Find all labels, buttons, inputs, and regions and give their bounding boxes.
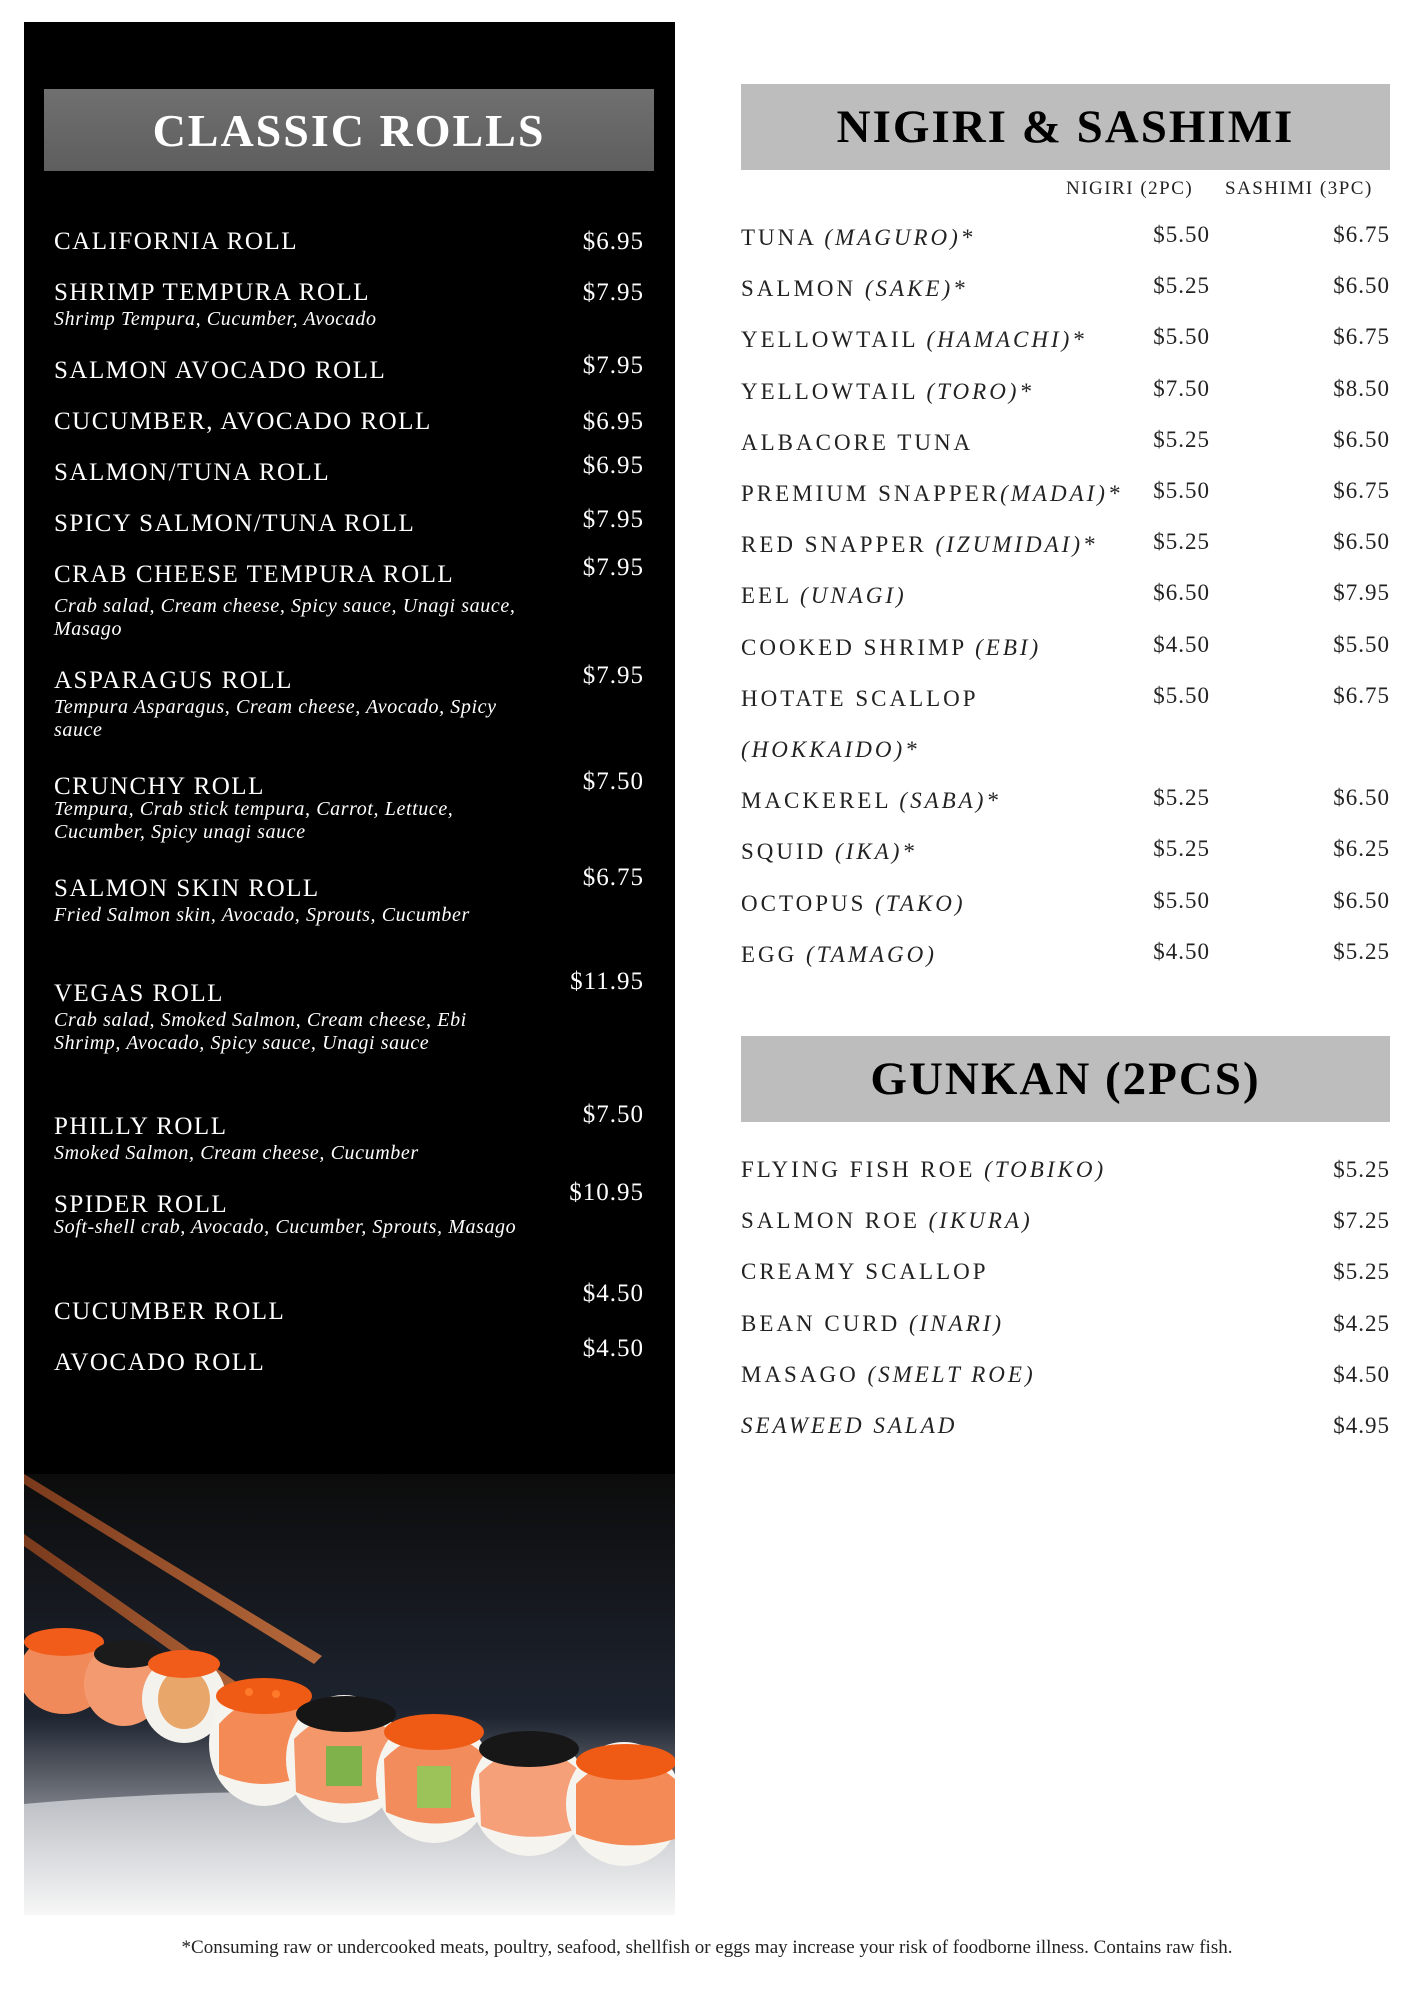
list-item [54,662,644,742]
sashimi-price: $5.25 [1333,938,1390,964]
classic-rolls-title: CLASSIC ROLLS [44,89,654,171]
nigiri-sashimi-title: NIGIRI & SASHIMI [741,84,1390,170]
nigiri-price: $5.50 [1153,887,1210,913]
list-item [741,1208,1390,1248]
item-japanese-name: (HOKKAIDO)* [741,737,920,762]
item-name: CRAB CHEESE TEMPURA ROLL [54,561,455,588]
item-japanese-name: (MAGURO)* [824,225,976,250]
list-item [741,1259,1390,1299]
sashimi-price: $5.50 [1333,631,1390,657]
list-item [741,682,1390,726]
item-name: TUNA (MAGURO)* [741,225,976,250]
item-name: YELLOWTAIL (HAMACHI)* [741,327,1087,353]
item-japanese-name: (TAKO) [875,890,966,916]
item-name: OCTOPUS (TAKO) [741,890,966,916]
item-name: SPIDER ROLL [54,1191,229,1218]
item-price: $7.95 [582,506,644,533]
item-name: SALMON ROE (IKURA) [741,1208,1033,1234]
item-description: Soft-shell crab, Avocado, Cucumber, Sprouts, Masago [54,1216,517,1238]
item-price: $7.50 [582,1101,644,1128]
sashimi-price: $6.50 [1333,887,1390,913]
item-name: CUCUMBER, AVOCADO ROLL [54,408,432,435]
item-japanese-name: (TOBIKO) [984,1157,1107,1182]
item-price: $4.50 [582,1280,644,1307]
item-name: VEGAS ROLL [54,980,224,1007]
list-item [741,426,1390,470]
list-item [54,1335,644,1378]
item-price: $4.50 [1333,1361,1390,1387]
list-item [54,768,644,844]
nigiri-price: $5.50 [1153,324,1210,350]
nigiri-price: $5.25 [1153,273,1210,299]
nigiri-price: $7.50 [1153,375,1210,401]
item-name: HOTATE SCALLOP [741,685,979,711]
item-japanese-name: (IKA)* [835,839,917,865]
item-price: $10.95 [569,1179,644,1206]
list-item [54,407,644,437]
sashimi-price: $6.50 [1333,273,1390,299]
item-japanese-name: (SMELT ROE) [867,1361,1036,1387]
sashimi-price: $6.75 [1333,682,1390,708]
item-name: ALBACORE TUNA [741,429,974,455]
item-name: AVOCADO ROLL [54,1349,266,1376]
list-item [741,1413,1390,1453]
footnote: *Consuming raw or undercooked meats, poultry, seafood, shellfish or eggs may increase your risk of foodborne illness. Contains raw fish. [181,1937,1233,1958]
sashimi-price: $6.50 [1333,426,1390,452]
nigiri-price: $5.50 [1153,682,1210,708]
item-name: SALMON SKIN ROLL [54,875,320,902]
item-name: CRUNCHY ROLL [54,773,265,800]
item-name: MACKEREL (SABA)* [741,788,1001,814]
item-price: $7.25 [1333,1208,1390,1234]
item-name: EGG (TAMAGO) [741,941,937,967]
item-name: SQUID (IKA)* [741,839,917,865]
item-name: YELLOWTAIL (TORO)* [741,378,1034,404]
item-price: $7.50 [582,768,644,795]
item-price: $7.95 [582,554,644,581]
list-item [54,352,644,386]
sashimi-price: $6.25 [1333,836,1390,862]
item-price: $6.95 [582,228,644,255]
item-japanese-name: (SABA)* [899,788,1001,814]
item-price: $4.95 [1333,1413,1390,1438]
list-item [741,785,1390,828]
item-name: SALMON (SAKE)* [741,276,968,302]
list-item [741,737,1390,777]
item-name: ASPARAGUS ROLL [54,667,293,694]
item-name: CUCUMBER ROLL [54,1298,286,1325]
nigiri-price: $5.25 [1153,426,1210,452]
list-item [741,1362,1390,1402]
item-japanese-name: (EBI) [975,634,1042,660]
list-item [741,1311,1390,1351]
item-name: MASAGO (SMELT ROE) [741,1361,1036,1387]
list-item [54,227,644,257]
item-name: SHRIMP TEMPURA ROLL [54,279,371,306]
nigiri-price: $4.50 [1153,631,1210,657]
list-item [54,278,644,331]
list-item [54,554,644,641]
item-price: $4.25 [1333,1310,1390,1336]
sashimi-price: $6.75 [1333,324,1390,350]
list-item [54,864,644,927]
item-name: SALMON/TUNA ROLL [54,459,331,486]
sashimi-price: $6.75 [1333,478,1390,503]
item-name: PREMIUM SNAPPER(MADAI)* [741,481,1123,506]
item-name: PHILLY ROLL [54,1113,228,1140]
list-item [741,324,1390,367]
list-item [54,1179,644,1239]
item-description: Shrimp Tempura, Cucumber, Avocado [54,308,377,330]
list-item [741,529,1390,572]
list-item [741,887,1390,931]
nigiri-price: $5.25 [1153,529,1210,555]
item-japanese-name: (TAMAGO) [806,941,937,967]
list-item [54,1280,644,1327]
item-price: $4.50 [582,1335,644,1362]
item-name: CALIFORNIA ROLL [54,228,299,255]
sashimi-price: $6.75 [1333,222,1390,247]
item-name [741,1413,957,1439]
item-price: $7.95 [582,352,644,379]
item-japanese-name: SEAWEED SALAD [741,1413,958,1438]
item-description: Tempura, Crab stick tempura, Carrot, Lettuce, Cucumber, Spicy unagi sauce [54,798,454,843]
item-price: $6.95 [582,408,644,435]
item-name [741,737,920,763]
nigiri-price: $5.50 [1153,478,1210,503]
sashimi-price: $7.95 [1333,580,1390,606]
item-name: EEL (UNAGI) [741,583,907,609]
nigiri-price: $5.50 [1153,222,1210,247]
nigiri-price: $6.50 [1153,580,1210,606]
sashimi-price: $6.50 [1333,529,1390,555]
item-description: Crab salad, Smoked Salmon, Cream cheese, Ebi Shrimp, Avocado, Spicy sauce, Unagi sauce [54,1009,467,1054]
sushi-photo [24,1474,675,1915]
item-description: Smoked Salmon, Cream cheese, Cucumber [54,1142,419,1164]
sashimi-price: $8.50 [1333,375,1390,401]
list-item [741,222,1390,265]
list-item [54,452,644,488]
list-item [741,938,1390,982]
nigiri-price: $5.25 [1153,836,1210,862]
item-japanese-name: (HAMACHI)* [926,327,1087,353]
item-japanese-name: (INARI) [909,1310,1005,1336]
item-japanese-name: (IKURA) [928,1208,1033,1234]
item-name: FLYING FISH ROE (TOBIKO) [741,1157,1107,1182]
nigiri-price: $4.50 [1153,938,1210,964]
gunkan-title: GUNKAN (2PCS) [741,1036,1390,1122]
item-japanese-name: (SAKE)* [864,276,968,302]
item-price: $11.95 [570,968,644,995]
list-item [741,631,1390,675]
list-item [54,506,644,539]
list-item [741,273,1390,316]
item-name: SPICY SALMON/TUNA ROLL [54,510,416,537]
item-price: $7.95 [582,662,644,689]
item-japanese-name: (MADAI)* [1000,481,1123,506]
item-description: Tempura Asparagus, Cream cheese, Avocado, Spicy sauce [54,696,497,741]
item-japanese-name: (TORO)* [926,378,1034,404]
list-item [741,1157,1390,1197]
item-price: $5.25 [1333,1259,1390,1285]
item-description: Crab salad, Cream cheese, Spicy sauce, Unagi sauce, Masago [54,595,516,640]
sashimi-price: $6.50 [1333,785,1390,811]
list-item [741,478,1390,521]
list-item [741,580,1390,623]
item-price: $6.75 [582,864,644,891]
item-description: Fried Salmon skin, Avocado, Sprouts, Cucumber [54,904,470,926]
item-name: CREAMY SCALLOP [741,1259,989,1285]
list-item [741,375,1390,419]
nigiri-price: $5.25 [1153,785,1210,811]
list-item [54,968,644,1055]
item-price: $6.95 [582,452,644,479]
item-japanese-name: (IZUMIDAI)* [935,532,1098,558]
item-name: SALMON AVOCADO ROLL [54,357,387,384]
item-name: RED SNAPPER (IZUMIDAI)* [741,532,1098,558]
item-japanese-name: (UNAGI) [800,583,907,609]
list-item [741,836,1390,879]
nigiri-column-header: NIGIRI (2PC) [1066,178,1194,199]
sashimi-column-header: SASHIMI (3PC) [1225,178,1373,199]
item-name: BEAN CURD (INARI) [741,1310,1005,1336]
item-price: $5.25 [1333,1157,1390,1182]
classic-rolls-panel [24,22,675,1915]
item-price: $7.95 [582,279,644,306]
list-item [54,1101,644,1165]
item-name: COOKED SHRIMP (EBI) [741,634,1042,660]
